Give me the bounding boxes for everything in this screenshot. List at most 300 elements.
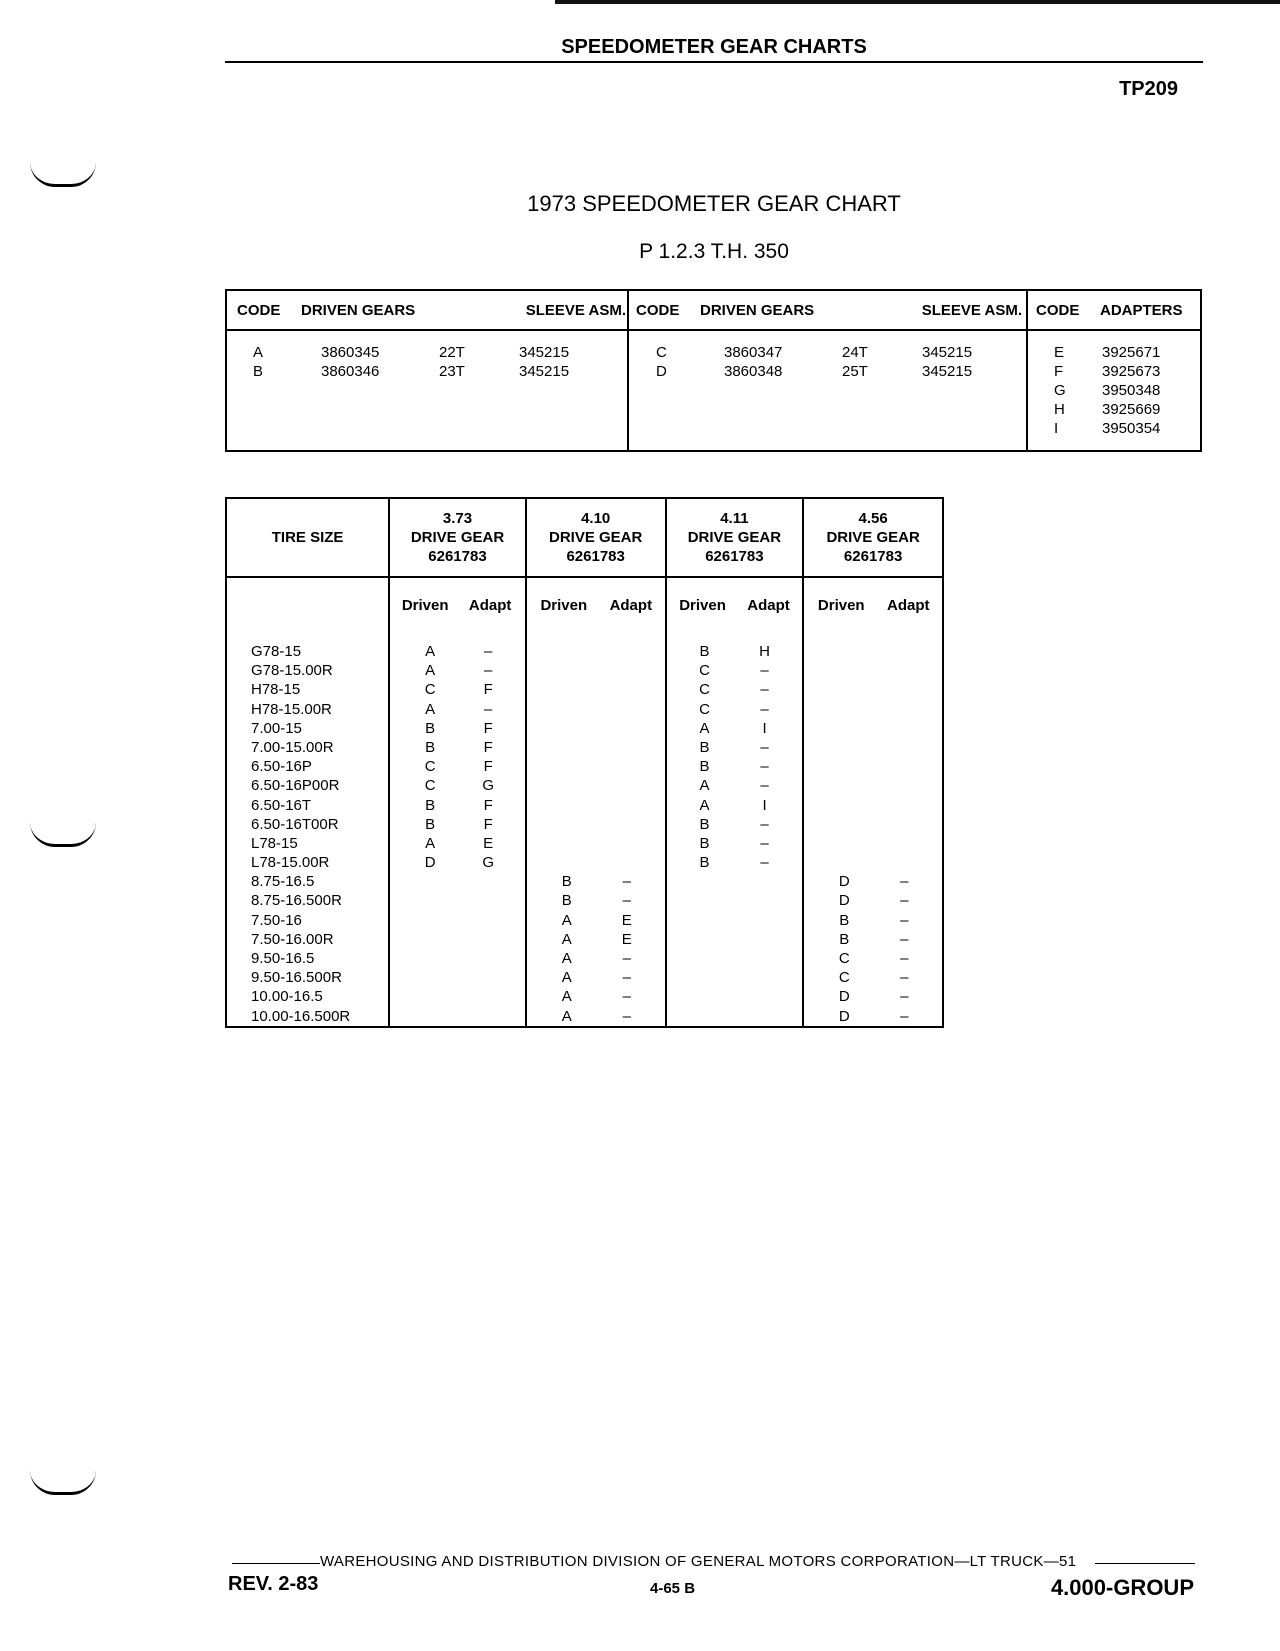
- gear-code-row: [527, 1007, 665, 1026]
- driven-code: [685, 949, 725, 968]
- gear-code-row: [667, 680, 803, 699]
- adapter-code: G: [482, 777, 494, 795]
- adapters-header: ADAPTERS: [1100, 301, 1183, 319]
- driven-code: B: [425, 738, 436, 756]
- gear-code-row: [527, 853, 665, 872]
- gear-code-row: [527, 719, 665, 738]
- adapter-code: –: [760, 834, 769, 852]
- driven-code: D: [838, 873, 850, 891]
- gear-code-row: [804, 968, 942, 987]
- chart-title: 1973 SPEEDOMETER GEAR CHART: [527, 191, 901, 216]
- adapter-code: H: [759, 643, 770, 660]
- tire-size-cell: G78-15.00R: [251, 662, 333, 680]
- gear-code-row: [390, 968, 525, 987]
- adapter-code: –: [900, 950, 909, 967]
- tire-size-cell: 7.50-16.00R: [251, 930, 334, 948]
- driven-code: B: [561, 892, 572, 910]
- adapter-row: G 3950348: [1054, 382, 1161, 399]
- driven-code: [824, 853, 864, 872]
- adapter-code: –: [900, 873, 909, 891]
- adapter-code: [468, 872, 508, 891]
- adapter-row: E 3925671: [1054, 344, 1161, 361]
- gear-code-row: [390, 815, 525, 834]
- driven-code: [410, 987, 450, 1006]
- driven-code: D: [424, 854, 436, 872]
- tire-size-cell: H78-15: [251, 681, 301, 699]
- driven-code: [824, 738, 864, 757]
- driven-code: A: [425, 662, 436, 680]
- gear-code-row: [390, 661, 525, 680]
- driven-code: C: [424, 758, 436, 776]
- footer-rule-left: [232, 1563, 320, 1564]
- gear-code-row: [804, 834, 942, 853]
- driven-code: [824, 700, 864, 719]
- adapter-code: –: [760, 815, 769, 833]
- gear-code-row: [804, 776, 942, 795]
- driven-code: [685, 1007, 725, 1026]
- gear-code-row: [390, 757, 525, 776]
- adapter-code: –: [900, 988, 909, 1006]
- gear-header-left: [226, 290, 628, 330]
- driven-code: [685, 911, 725, 930]
- tire-size-header: TIRE SIZE: [226, 498, 389, 577]
- gear-code-row: [390, 911, 525, 930]
- adapters-body: [1027, 330, 1201, 451]
- driven-code: B: [425, 719, 436, 737]
- ratio-values-373: [390, 620, 525, 1026]
- gear-code-row: [667, 930, 803, 949]
- gear-code-row: [527, 642, 665, 661]
- driven-code: [410, 949, 450, 968]
- gear-code-row: [527, 815, 665, 834]
- ratio-column-373: Driven Adapt A – A – C F A – B F B F C F C G B F B F A E D G: [389, 577, 526, 1027]
- driven-code: [547, 776, 587, 795]
- driven-code: B: [699, 854, 710, 872]
- footer-rule-right: [1095, 1563, 1195, 1564]
- driven-code: [824, 719, 864, 738]
- code-header: CODE: [636, 301, 680, 319]
- driven-code: [547, 700, 587, 719]
- adapter-code: [607, 738, 647, 757]
- binder-hole-mark: [30, 162, 96, 187]
- adapter-code: [884, 680, 924, 699]
- driven-code: [547, 815, 587, 834]
- driven-code: C: [838, 950, 850, 967]
- header-rule: [225, 61, 1203, 63]
- adapter-code: E: [621, 930, 632, 948]
- adapter-code: [745, 949, 785, 968]
- driven-code: [410, 930, 450, 949]
- gear-code-row: [667, 796, 803, 815]
- adapter-code: F: [483, 815, 493, 833]
- adapter-code: –: [760, 700, 769, 718]
- driven-gears-header: DRIVEN GEARS: [301, 301, 416, 319]
- driven-code: [685, 891, 725, 910]
- gear-code-row: [667, 891, 803, 910]
- driven-code: C: [838, 969, 850, 987]
- gear-code-row: [527, 834, 665, 853]
- binder-hole-mark: [30, 1470, 96, 1495]
- adapter-code: [607, 815, 647, 834]
- ratio-header: 3.73 DRIVE GEAR 6261783: [389, 498, 526, 577]
- adapter-code: [607, 642, 647, 661]
- gear-code-row: [390, 642, 525, 661]
- adapter-code: [884, 642, 924, 661]
- adapter-code: –: [484, 662, 493, 680]
- gear-code-row: [390, 776, 525, 795]
- gear-code-row: [804, 1007, 942, 1026]
- gear-code-row: [667, 661, 803, 680]
- adapter-code: E: [483, 834, 494, 852]
- gear-code-row: [804, 872, 942, 891]
- gear-code-row: [527, 872, 665, 891]
- gear-code-row: [390, 796, 525, 815]
- page-header-title: SPEEDOMETER GEAR CHARTS: [561, 36, 867, 58]
- tire-size-cell: 7.50-16: [251, 911, 302, 929]
- adapter-code: [468, 987, 508, 1006]
- gear-parts-table: [225, 289, 1202, 452]
- driven-code: A: [425, 834, 436, 852]
- adapter-code: [468, 949, 508, 968]
- adapter-code: [607, 776, 647, 795]
- adapter-code: [468, 911, 508, 930]
- gear-code-row: [667, 834, 803, 853]
- adapter-code: [607, 680, 647, 699]
- gear-code-row: [667, 949, 803, 968]
- gear-code-row: [527, 796, 665, 815]
- driven-code: [547, 834, 587, 853]
- adapter-code: [884, 738, 924, 757]
- gear-code-row: [390, 930, 525, 949]
- ratio-header: 4.10 DRIVE GEAR 6261783: [526, 498, 666, 577]
- gear-code-row: [390, 680, 525, 699]
- tire-size-cell: 8.75-16.500R: [251, 892, 342, 910]
- ratio-column-411: Driven Adapt B H C – C – C – A I B – B – A – A I B – B – B –: [666, 577, 804, 1027]
- adapter-code: F: [483, 796, 493, 814]
- tire-size-cell: 7.00-15.00R: [251, 738, 334, 756]
- adapter-code: [468, 1007, 508, 1026]
- gear-code-row: [804, 949, 942, 968]
- gear-code-row: [390, 987, 525, 1006]
- gear-code-row: [390, 700, 525, 719]
- tire-size-cell: 6.50-16T00R: [251, 815, 339, 833]
- gear-code-row: [804, 719, 942, 738]
- gear-body-left: [226, 330, 628, 451]
- adapter-code: [607, 661, 647, 680]
- adapter-code: –: [622, 950, 631, 967]
- adapter-code: [607, 757, 647, 776]
- ratio-values-410: [527, 620, 665, 1026]
- driven-code: C: [699, 700, 710, 718]
- gear-code-row: [527, 700, 665, 719]
- gear-row: C 3860347 24T 345215: [656, 344, 973, 361]
- driven-code: C: [424, 777, 436, 795]
- driven-code: B: [699, 834, 710, 852]
- adapter-code: –: [622, 873, 631, 891]
- gear-code-row: [804, 815, 942, 834]
- page-code: TP209: [1119, 78, 1178, 100]
- adapter-code: –: [760, 681, 769, 699]
- gear-code-row: [667, 738, 803, 757]
- adapter-code: [745, 930, 785, 949]
- gear-code-row: [390, 1007, 525, 1026]
- gear-code-row: [667, 987, 803, 1006]
- tire-size-cell: 6.50-16T: [251, 796, 312, 814]
- adapter-code: [884, 815, 924, 834]
- driven-code: [685, 987, 725, 1006]
- adapter-code: –: [760, 738, 769, 756]
- adapter-code: F: [483, 738, 493, 756]
- adapter-code: [468, 968, 508, 987]
- gear-code-row: [804, 853, 942, 872]
- adapter-code: [884, 700, 924, 719]
- tire-size-cell: L78-15: [251, 834, 298, 852]
- gear-code-row: [804, 757, 942, 776]
- ratio-values-411: [667, 620, 803, 1026]
- sleeve-header: SLEEVE ASM.: [525, 301, 626, 319]
- gear-code-row: [527, 987, 665, 1006]
- driven-code: C: [424, 681, 436, 699]
- driven-code: B: [839, 911, 850, 929]
- gear-code-row: [667, 815, 803, 834]
- tire-size-column: [226, 577, 389, 1027]
- gear-row: A 3860345 22T 345215: [253, 344, 570, 361]
- tire-size-cell: 6.50-16P: [251, 758, 312, 776]
- gear-code-row: [667, 911, 803, 930]
- driven-code: [824, 796, 864, 815]
- gear-code-row: [804, 661, 942, 680]
- gear-code-row: [527, 661, 665, 680]
- driven-code: [547, 796, 587, 815]
- tire-size-list: [227, 620, 388, 1026]
- adapter-code: –: [900, 892, 909, 910]
- driven-code: B: [839, 930, 850, 948]
- ratio-values-456: [804, 620, 942, 1026]
- driven-code: B: [425, 815, 436, 833]
- adapter-code: –: [900, 1007, 909, 1025]
- page-number: 4-65 B: [650, 1580, 696, 1597]
- driven-code: [824, 757, 864, 776]
- gear-code-row: [667, 968, 803, 987]
- adapter-code: –: [760, 777, 769, 795]
- adapter-code: E: [621, 911, 632, 929]
- ratio-column-456: Driven Adapt D – D – B – B – C – C – D – D –: [803, 577, 943, 1027]
- adapter-code: [607, 700, 647, 719]
- adapter-code: –: [622, 969, 631, 987]
- gear-code-row: [667, 776, 803, 795]
- driven-code: [685, 872, 725, 891]
- tire-size-cell: 10.00-16.500R: [251, 1007, 351, 1025]
- adapter-code: F: [483, 719, 493, 737]
- adapter-code: [468, 930, 508, 949]
- adapter-code: [884, 796, 924, 815]
- ratio-header: 4.11 DRIVE GEAR 6261783: [666, 498, 804, 577]
- driven-code: [410, 1007, 450, 1026]
- driven-code: [547, 738, 587, 757]
- gear-body-mid: [628, 330, 1027, 451]
- code-header: CODE: [237, 301, 281, 319]
- gear-code-row: [527, 757, 665, 776]
- driven-code: B: [699, 643, 710, 660]
- adapter-code: –: [484, 643, 493, 660]
- gear-row: B 3860346 23T 345215: [253, 363, 570, 380]
- driven-code: A: [699, 719, 710, 737]
- adapter-row: I 3950354: [1054, 420, 1161, 437]
- tire-size-cell: G78-15: [251, 643, 302, 660]
- adapter-code: I: [762, 796, 767, 814]
- gear-code-row: [390, 872, 525, 891]
- tire-size-cell: 9.50-16.500R: [251, 969, 342, 987]
- driven-code: [824, 815, 864, 834]
- tire-size-cell: L78-15.00R: [251, 854, 330, 872]
- driven-code: C: [699, 662, 710, 680]
- gear-code-row: [527, 911, 665, 930]
- gear-code-row: [667, 719, 803, 738]
- gear-code-row: [527, 680, 665, 699]
- gear-code-row: [667, 872, 803, 891]
- adapter-row: F 3925673: [1054, 363, 1161, 380]
- driven-code: [410, 891, 450, 910]
- binder-hole-mark: [30, 822, 96, 847]
- tire-size-cell: H78-15.00R: [251, 700, 332, 718]
- driven-code: A: [425, 700, 436, 718]
- tire-size-cell: 7.00-15: [251, 719, 302, 737]
- adapter-code: [884, 719, 924, 738]
- adapter-code: –: [900, 930, 909, 948]
- driven-code: A: [561, 1007, 572, 1025]
- group-number: 4.000-GROUP: [1050, 1575, 1194, 1600]
- chart-subtitle: P 1.2.3 T.H. 350: [639, 240, 789, 263]
- adapter-code: –: [484, 700, 493, 718]
- adapter-code: [745, 968, 785, 987]
- gear-code-row: [390, 891, 525, 910]
- adapter-code: [745, 891, 785, 910]
- adapter-code: –: [760, 662, 769, 680]
- adapter-code: –: [622, 1007, 631, 1025]
- gear-code-row: [804, 987, 942, 1006]
- driven-code: [824, 776, 864, 795]
- driven-code: D: [838, 892, 850, 910]
- footer-text: WAREHOUSING AND DISTRIBUTION DIVISION OF GENERAL MOTORS CORPORATION—LT TRUCK—51: [320, 1553, 1077, 1570]
- adapter-code: [745, 872, 785, 891]
- adapter-code: [884, 853, 924, 872]
- driven-code: B: [561, 873, 572, 891]
- gear-code-row: [527, 776, 665, 795]
- driven-code: D: [838, 988, 850, 1006]
- driven-code: [547, 680, 587, 699]
- driven-code: [824, 642, 864, 661]
- gear-code-row: [804, 930, 942, 949]
- gear-code-row: [804, 738, 942, 757]
- tire-size-cell: 8.75-16.5: [251, 873, 315, 891]
- adapter-code: [884, 757, 924, 776]
- driven-code: B: [699, 815, 710, 833]
- driven-code: A: [561, 930, 572, 948]
- driven-code: B: [425, 796, 436, 814]
- adapter-code: [607, 796, 647, 815]
- driven-code: [685, 968, 725, 987]
- driven-code: B: [699, 758, 710, 776]
- gear-code-row: [804, 680, 942, 699]
- gear-code-row: [390, 949, 525, 968]
- gear-code-row: [804, 911, 942, 930]
- gear-code-row: [804, 642, 942, 661]
- gear-row: D 3860348 25T 345215: [656, 363, 973, 380]
- adapter-code: [884, 776, 924, 795]
- gear-code-row: [390, 738, 525, 757]
- adapter-code: [745, 911, 785, 930]
- tire-size-cell: 10.00-16.5: [251, 988, 323, 1006]
- ratio-header: 4.56 DRIVE GEAR 6261783: [803, 498, 943, 577]
- driven-code: A: [561, 988, 572, 1006]
- driven-code: [824, 680, 864, 699]
- gear-code-row: [804, 700, 942, 719]
- gear-code-row: [527, 949, 665, 968]
- driven-code: A: [425, 643, 436, 660]
- adapter-code: F: [483, 681, 493, 699]
- adapter-code: G: [482, 854, 494, 872]
- gear-code-row: [390, 719, 525, 738]
- tire-size-table: [225, 497, 944, 1028]
- code-header: CODE: [1036, 301, 1080, 319]
- gear-code-row: [667, 1007, 803, 1026]
- driven-code: [824, 661, 864, 680]
- sleeve-header: SLEEVE ASM.: [921, 301, 1022, 319]
- adapter-code: –: [760, 854, 769, 872]
- driven-code: A: [561, 969, 572, 987]
- adapter-code: F: [483, 758, 493, 776]
- adapter-code: [884, 834, 924, 853]
- driven-code: [824, 834, 864, 853]
- gear-code-row: [804, 891, 942, 910]
- gear-code-row: [667, 642, 803, 661]
- adapter-code: [468, 891, 508, 910]
- driven-code: C: [699, 681, 710, 699]
- ratio-column-410: Driven Adapt B – B – A E A E A – A – A – A –: [526, 577, 666, 1027]
- driven-code: [685, 930, 725, 949]
- driven-code: [547, 719, 587, 738]
- adapter-code: –: [900, 969, 909, 987]
- adapter-code: –: [900, 911, 909, 929]
- adapter-row: H 3925669: [1054, 401, 1161, 418]
- revision: REV. 2-83: [228, 1573, 319, 1595]
- driven-code: [547, 661, 587, 680]
- driven-code: [547, 757, 587, 776]
- driven-code: A: [561, 950, 572, 967]
- adapter-code: [884, 661, 924, 680]
- driven-code: [547, 642, 587, 661]
- gear-code-row: [667, 757, 803, 776]
- driven-code: A: [699, 796, 710, 814]
- adapters-header-cell: [1027, 290, 1201, 330]
- driven-code: [547, 853, 587, 872]
- adapter-code: I: [762, 719, 767, 737]
- driven-code: A: [699, 777, 710, 795]
- gear-code-row: [527, 738, 665, 757]
- tire-size-cell: 9.50-16.5: [251, 950, 315, 967]
- gear-code-row: [667, 853, 803, 872]
- driven-code: [410, 968, 450, 987]
- driven-code: A: [561, 911, 572, 929]
- gear-code-row: [390, 834, 525, 853]
- gear-header-mid: [628, 290, 1027, 330]
- adapter-code: [607, 834, 647, 853]
- gear-code-row: [390, 853, 525, 872]
- adapter-code: –: [622, 892, 631, 910]
- tire-size-cell: 6.50-16P00R: [251, 777, 340, 795]
- adapter-code: –: [760, 758, 769, 776]
- adapter-code: [607, 853, 647, 872]
